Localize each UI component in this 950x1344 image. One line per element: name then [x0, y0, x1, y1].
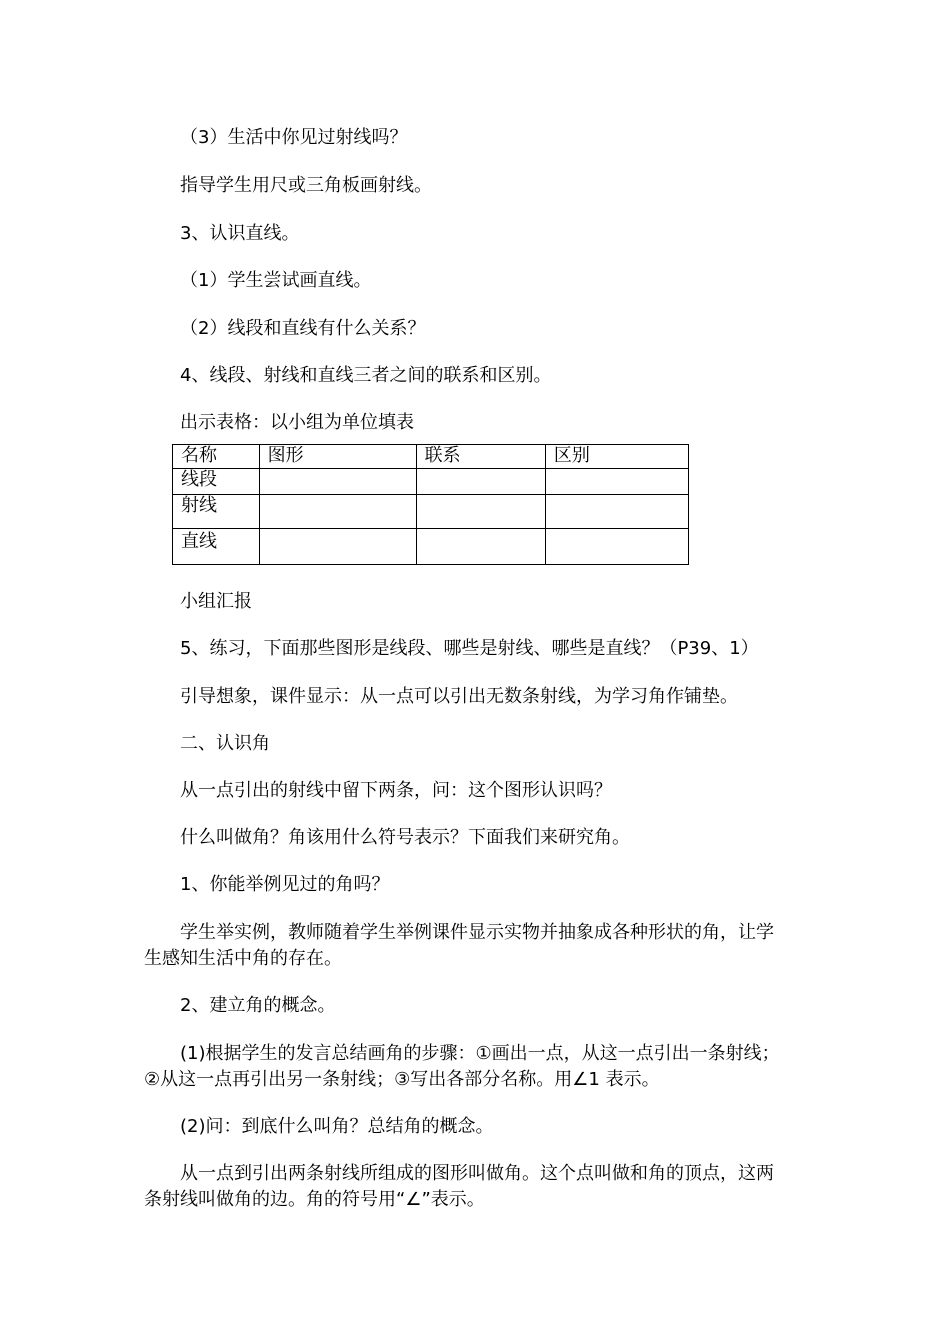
text-line: 引导想象，课件显示：从一点可以引出无数条射线，为学习角作铺垫。: [180, 686, 738, 707]
text-line: (2)问：到底什么叫角？总结角的概念。: [180, 1116, 494, 1137]
table-cell: [416, 495, 545, 529]
text-line: (1)根据学生的发言总结画角的步骤：①画出一点，从这一点引出一条射线；: [180, 1043, 780, 1064]
table-cell: [545, 495, 688, 529]
section-heading: 5、练习，下面那些图形是线段、哪些是射线、哪些是直线？（P39、1）: [180, 638, 759, 659]
table-cell: [416, 469, 545, 495]
table-row: [173, 469, 689, 495]
text-line: 生感知生活中角的存在。: [144, 948, 342, 969]
text-line: 从一点引出的射线中留下两条，问：这个图形认识吗？: [180, 780, 612, 801]
text-line: 从一点到引出两条射线所组成的图形叫做角。这个点叫做和角的顶点，这两: [180, 1163, 774, 1184]
table-row: [173, 529, 689, 565]
table-cell: [545, 529, 688, 565]
table-cell: [545, 469, 688, 495]
table-cell: [259, 495, 416, 529]
table-cell: [259, 529, 416, 565]
text-line: （1）学生尝试画直线。: [180, 270, 372, 291]
table-row: [173, 495, 689, 529]
table-header-cell: 联系: [416, 445, 545, 469]
table-cell: [259, 469, 416, 495]
section-heading: 1、你能举例见过的角吗？: [180, 874, 390, 895]
table-header-cell: 名称: [173, 445, 260, 469]
text-line: （2）线段和直线有什么关系？: [180, 318, 426, 339]
section-heading: 3、认识直线。: [180, 223, 300, 244]
section-heading: 二、认识角: [180, 733, 270, 754]
text-line: 小组汇报: [180, 591, 252, 612]
text-line: 学生举实例，教师随着学生举例课件显示实物并抽象成各种形状的角，让学: [180, 922, 774, 943]
section-heading: 2、建立角的概念。: [180, 995, 336, 1016]
table-cell: 射线: [173, 495, 260, 529]
text-line: ②从这一点再引出另一条射线；③写出各部分名称。用∠1 表示。: [144, 1069, 660, 1090]
text-line: 条射线叫做角的边。角的符号用“∠”表示。: [144, 1189, 485, 1210]
table-cell: 线段: [173, 469, 260, 495]
table-cell: 直线: [173, 529, 260, 565]
table-header-cell: 图形: [259, 445, 416, 469]
table-header-row: [173, 445, 689, 469]
table-header-cell: 区别: [545, 445, 688, 469]
section-heading: 4、线段、射线和直线三者之间的联系和区别。: [180, 365, 552, 386]
text-line: 指导学生用尺或三角板画射线。: [180, 175, 432, 196]
comparison-table: [172, 444, 689, 565]
text-line: 什么叫做角？角该用什么符号表示？下面我们来研究角。: [180, 827, 630, 848]
table-cell: [416, 529, 545, 565]
text-line: 出示表格：以小组为单位填表: [180, 412, 414, 433]
text-line: （3）生活中你见过射线吗？: [180, 127, 408, 148]
